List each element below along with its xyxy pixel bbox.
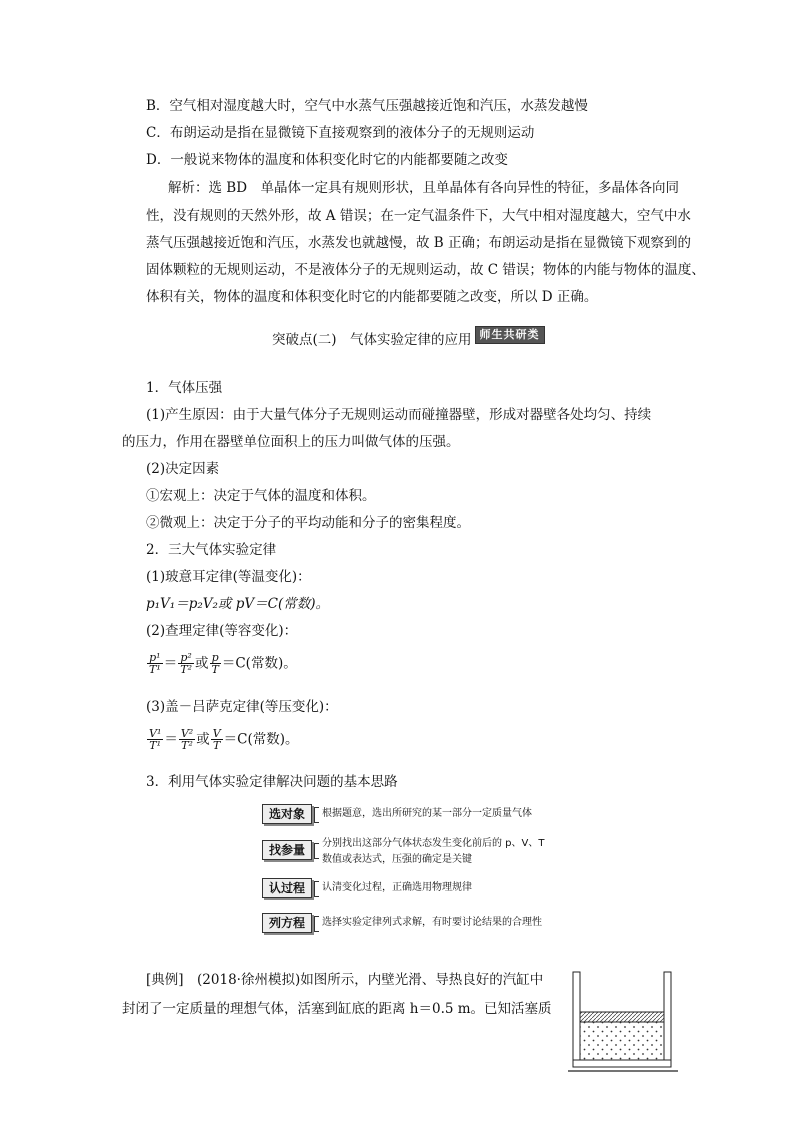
flow-step-label: 找参量: [262, 840, 312, 860]
flow-step-desc-2: 数值或表达式，压强的确定是关键: [322, 854, 472, 865]
pressure-micro: ②微观上：决定于分子的平均动能和分子的密集程度。: [146, 515, 470, 531]
analysis-line-3: 蒸气压强越接近饱和汽压，水蒸发也就越慢，故 B 正确；布朗运动是指在显微镜下观察到的: [146, 235, 692, 251]
flow-step-desc: 认清变化过程，正确选用物理规律: [322, 882, 472, 893]
boyle-law-label: (1)玻意耳定律(等温变化)：: [146, 569, 311, 585]
heading-gas-pressure: 1．气体压强: [146, 380, 223, 396]
charles-law-formula: $\frac{\text{p¹}}{\text{T¹}}$ ＝ $\frac{\text{p²}}{\text{T²}}$ 或 $\frac{p}{T}$ ＝C(常数)。: [149, 651, 297, 676]
example-line-1: [典例] (2018·徐州模拟)如图所示，内壁光滑、导热良好的汽缸中: [146, 972, 544, 988]
flow-step-label: 选对象: [262, 804, 312, 824]
flow-step-label: 列方程: [262, 913, 312, 933]
fraction: $\frac{\text{p¹}}{\text{T¹}}$: [149, 651, 161, 676]
bracket-connector: [314, 807, 319, 823]
option-c: C．布朗运动是指在显微镜下直接观察到的液体分子的无规则运动: [146, 125, 535, 141]
heading-problem-approach: 3．利用气体实验定律解决问题的基本思路: [146, 774, 398, 790]
section-heading: [272, 326, 545, 350]
flow-step-desc: 根据题意，选出所研究的某一部分一定质量气体: [322, 808, 532, 819]
gay-lussac-law-label: (3)盖－吕萨克定律(等压变化)：: [146, 699, 338, 715]
pressure-macro: ①宏观上：决定于气体的温度和体积。: [146, 488, 376, 504]
charles-law-label: (2)查理定律(等容变化)：: [146, 623, 298, 639]
section-badge: 师生共研类: [475, 326, 545, 344]
flow-step: [262, 838, 552, 865]
bracket-connector: [314, 881, 319, 897]
analysis-line-4: 固体颗粒的无规则运动，不是液体分子的无规则运动，故 C 错误；物体的内能与物体的温度、: [146, 262, 705, 278]
fraction: $\frac{p}{T}$: [211, 651, 219, 676]
pressure-cause-line-1: (1)产生原因：由于大量气体分子无规则运动而碰撞器壁，形成对器壁各处均匀、持续: [146, 407, 652, 423]
fraction: $\frac{V}{T}$: [212, 727, 221, 752]
bracket-connector: [314, 916, 319, 932]
heading-gas-laws: 2．三大气体实验定律: [146, 542, 277, 558]
pressure-cause-line-2: 的压力，作用在器壁单位面积上的压力叫做气体的压强。: [122, 434, 460, 450]
bracket-connector: [314, 843, 319, 859]
analysis-line-1: 解析：选 BD 单晶体一定具有规则形状，且单晶体有各向异性的特征，多晶体各向同: [168, 180, 680, 196]
flow-step-desc: 分别找出这部分气体状态发生变化前后的 p、V、T: [322, 838, 545, 849]
fraction: $\frac{\text{V¹}}{\text{T¹}}$: [149, 727, 162, 752]
gas-cylinder-piston-icon: [568, 970, 678, 1074]
section-title: 突破点(二) 气体实验定律的应用: [272, 332, 472, 348]
option-b: B．空气相对湿度越大时，空气中水蒸气压强越接近饱和汽压，水蒸发越慢: [146, 98, 588, 114]
gay-lussac-law-formula: $\frac{\text{V¹}}{\text{T¹}}$ ＝ $\frac{\text{V²}}{\text{T²}}$ 或 $\frac{V}{T}$ ＝C(常数)。: [149, 727, 299, 752]
boyle-law-formula: p₁V₁＝p₂V₂或 pV＝C(常数)。: [146, 596, 329, 612]
fraction: $\frac{\text{V²}}{\text{T²}}$: [180, 727, 194, 752]
example-line-2: 封闭了一定质量的理想气体，活塞到缸底的距离 h＝0.5 m。已知活塞质: [122, 1001, 552, 1017]
flow-step-label: 认过程: [262, 878, 312, 898]
analysis-line-2: 性，没有规则的天然外形，故 A 错误；在一定气温条件下，大气中相对湿度越大，空气中水: [146, 208, 691, 224]
fraction: $\frac{\text{p²}}{\text{T²}}$: [180, 651, 192, 676]
pressure-factors: (2)决定因素: [146, 461, 220, 477]
flow-step: [262, 878, 552, 900]
flow-step-desc: 选择实验定律列式求解，有时要讨论结果的合理性: [322, 917, 542, 928]
option-d: D．一般说来物体的温度和体积变化时它的内能都要随之改变: [146, 152, 508, 168]
approach-flowchart: [262, 802, 562, 942]
flow-step: [262, 913, 552, 935]
flow-step: [262, 804, 552, 826]
analysis-line-5: 体积有关，物体的温度和体积变化时它的内能都要随之改变，所以 D 正确。: [146, 289, 598, 305]
